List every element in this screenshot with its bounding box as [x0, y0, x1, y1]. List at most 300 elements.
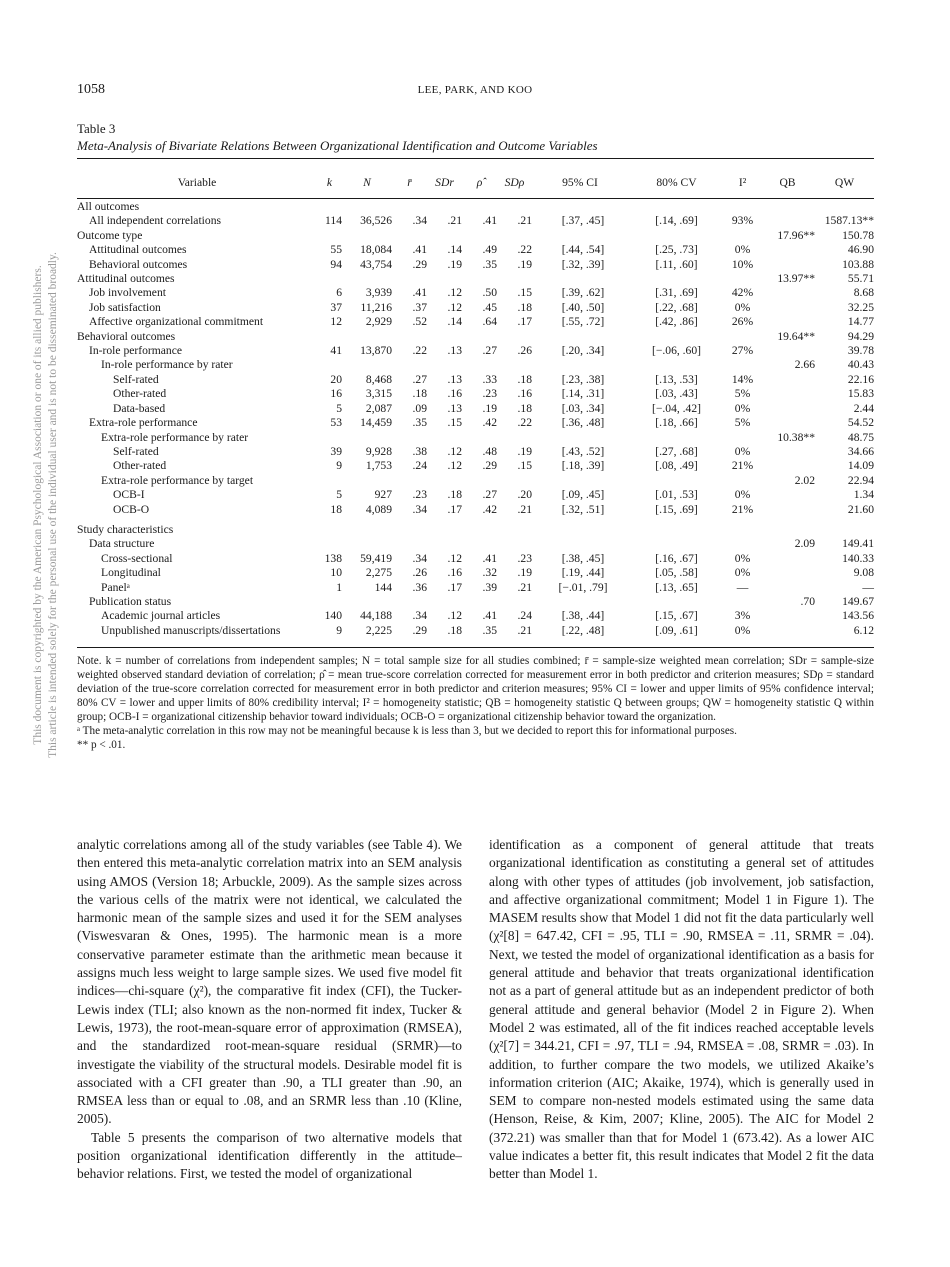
table-cell: .12 [447, 444, 462, 458]
table-cell: 5% [734, 416, 751, 430]
table-cell: 144 [374, 580, 392, 594]
table-cell [532, 595, 628, 609]
table-cell [392, 474, 427, 488]
table-cell: 42% [731, 286, 754, 300]
table-cell [462, 523, 497, 537]
table-cell: .34 [412, 551, 427, 565]
table-cell [532, 272, 628, 286]
table-cell [725, 358, 760, 372]
table-cell: 15.83 [847, 387, 874, 401]
table-cell [342, 595, 392, 609]
table-row [77, 609, 874, 623]
table-cell [532, 474, 628, 488]
row-label: Cross-sectional [101, 551, 173, 565]
table-cell [497, 523, 532, 537]
row-label: In-role performance by rater [101, 358, 233, 372]
table-cell: .19 [517, 566, 532, 580]
table-cell: 34.66 [847, 444, 874, 458]
column-header: 95% CI [562, 176, 598, 189]
meta-analysis-table [77, 200, 874, 638]
table-cell: .41 [482, 609, 497, 623]
table-cell: .17 [517, 315, 532, 329]
table-row [77, 344, 874, 358]
table-cell [725, 330, 760, 344]
table-cell: .34 [412, 214, 427, 228]
right-paragraph-1: identification as a component of general attitude that treats organizational identification as constituting a general set of attitudes along with other types of attitudes (job involvement, job satisfaction, and affective organizational commitment; Model 1 in Figure 1). The MASEM results show that Model 1 did not fit the data particularly well (χ²[8] = 647.42, CFI = .95, TLI = .90, RMSEA = .11, SRMR = .04). Next, we tested the model of organizational identification as a basis for general attitude and behavior that treats organizational identification not as a part of general attitude but as an independent predictor of both general attitude and general behavior (Model 2 in Figure 2). When Model 2 was estimated, all of the fit indices reached acceptable levels (χ²[7] = 344.21, CFI = .97, TLI = .94, RMSEA = .08, SRMR = .03). In addition, to further compare the two models, we utilized Akaike’s information criterion (AIC; Akaike, 1974), which is generally used in SEM to compare non-nested models estimated using the same data (Henson, Reise, & Kim, 2007; Kline, 2005). The AIC for Model 2 (372.21) was smaller than that for Model 1 (673.42). As a lower AIC value indicates a better fit, this result indicates that Model 2 fit the data better than Model 1. [489, 837, 874, 1182]
row-label: Longitudinal [101, 566, 161, 580]
table-cell: .20 [517, 488, 532, 502]
table-row [77, 537, 874, 551]
table-cell: [.37, .45] [561, 214, 605, 228]
table-cell: 12 [330, 315, 342, 329]
table-cell [532, 523, 628, 537]
table-cell: .21 [517, 623, 532, 637]
table-cell: [.55, .72] [561, 315, 605, 329]
table-cell: .16 [447, 566, 462, 580]
table-cell: 140.33 [842, 551, 874, 565]
table-cell: 17.96** [777, 228, 815, 242]
table-cell: 2.09 [794, 537, 815, 551]
table-row [77, 523, 874, 537]
table-cell: [.05, .58] [655, 566, 698, 580]
row-label: Data structure [89, 537, 155, 551]
table-cell [725, 272, 760, 286]
table-cell: [.27, .68] [655, 444, 698, 458]
table-cell: 55 [330, 243, 342, 257]
table-cell [427, 431, 462, 445]
table-cell: .15 [517, 286, 532, 300]
table-cell: .18 [517, 372, 532, 386]
table-cell [815, 200, 874, 214]
column-header: r̄ [407, 176, 412, 189]
table-cell: .26 [517, 344, 532, 358]
table-row [77, 566, 874, 580]
table-cell: .29 [412, 623, 427, 637]
table-cell: 927 [374, 488, 392, 502]
table-row [77, 214, 874, 228]
table-cell: 0% [734, 623, 751, 637]
table-cell: 21% [731, 459, 754, 473]
table-cell [497, 272, 532, 286]
table-row [77, 258, 874, 272]
table-cell: .21 [517, 214, 532, 228]
row-label: Affective organizational commitment [89, 315, 264, 329]
table-row [77, 272, 874, 286]
table-cell [725, 474, 760, 488]
column-header: N [363, 176, 371, 189]
table-row [77, 387, 874, 401]
row-label: Self-rated [113, 372, 159, 386]
table-cell [760, 488, 815, 502]
table-cell: .21 [517, 580, 532, 594]
table-cell: [.25, .73] [655, 243, 698, 257]
table-row [77, 358, 874, 372]
table-cell [462, 431, 497, 445]
table-cell: .22 [412, 344, 427, 358]
table-row [77, 474, 874, 488]
table-cell: [.01, .53] [655, 488, 698, 502]
row-label: Job involvement [89, 286, 166, 300]
watermark-line-1: This document is copyrighted by the American Psychological Association or one of its allied publishers. [32, 265, 44, 745]
table-cell [628, 537, 725, 551]
table-cell: .34 [412, 609, 427, 623]
table-cell: .21 [447, 214, 462, 228]
table-cell: 18 [330, 502, 342, 516]
table-row [77, 431, 874, 445]
table-cell: .24 [517, 609, 532, 623]
table-cell [760, 200, 815, 214]
table-cell [342, 330, 392, 344]
table-cell [532, 431, 628, 445]
page-number: 1058 [77, 82, 105, 97]
table-cell [760, 243, 815, 257]
table-cell [317, 330, 342, 344]
table-header-rule [77, 198, 874, 199]
table-cell: .17 [447, 580, 462, 594]
table-cell [725, 537, 760, 551]
table-cell [760, 373, 815, 387]
table-cell: 32.25 [847, 300, 874, 314]
table-cell: .41 [412, 243, 427, 257]
table-cell [760, 315, 815, 329]
table-cell [497, 474, 532, 488]
table-cell: .41 [482, 551, 497, 565]
table-cell: [.11, .60] [655, 257, 698, 271]
table-cell [760, 286, 815, 300]
table-cell: [.19, .44] [561, 566, 605, 580]
table-cell: .12 [447, 609, 462, 623]
table-cell: .42 [482, 416, 497, 430]
row-label: Study characteristics [77, 522, 174, 536]
table-cell: .18 [447, 488, 462, 502]
table-cell: — [736, 580, 749, 594]
table-cell [497, 537, 532, 551]
table-cell [342, 537, 392, 551]
table-cell: [.43, .52] [561, 444, 605, 458]
table-row [77, 301, 874, 315]
table-cell: 8.68 [853, 286, 874, 300]
table-cell [628, 431, 725, 445]
table-cell: .19 [517, 257, 532, 271]
table-cell: [.32, .51] [561, 502, 605, 516]
table-cell [317, 537, 342, 551]
table-cell: 9,928 [365, 444, 392, 458]
table-cell [462, 229, 497, 243]
table-cell [628, 330, 725, 344]
table-cell: 140 [324, 609, 342, 623]
table-cell: [.14, .31] [561, 387, 605, 401]
table-cell [725, 200, 760, 214]
table-cell: [.23, .38] [561, 372, 605, 386]
table-top-rule [77, 158, 874, 159]
table-cell [427, 537, 462, 551]
table-cell: [−.01, .79] [558, 580, 608, 594]
row-label: Other-rated [113, 459, 167, 473]
table-cell [760, 609, 815, 623]
table-cell [392, 200, 427, 214]
table-cell: .23 [482, 387, 497, 401]
table-cell: [.03, .43] [655, 387, 698, 401]
table-cell: .29 [412, 257, 427, 271]
table-cell: .33 [482, 372, 497, 386]
table-cell [497, 229, 532, 243]
table-cell [725, 431, 760, 445]
table-row [77, 200, 874, 214]
table-cell [342, 431, 392, 445]
table-cell: 22.16 [847, 372, 874, 386]
row-label: Extra-role performance [89, 416, 198, 430]
table-cell: 94.29 [847, 329, 874, 343]
table-cell [497, 200, 532, 214]
table-note [77, 654, 874, 752]
table-cell: 138 [324, 551, 342, 565]
table-cell [317, 595, 342, 609]
table-cell: .14 [447, 315, 462, 329]
table-row [77, 229, 874, 243]
table-cell: [.20, .34] [561, 344, 605, 358]
table-cell: .13 [447, 372, 462, 386]
table-cell: [.15, .69] [655, 502, 698, 516]
table-cell [392, 272, 427, 286]
table-cell: [.36, .48] [561, 416, 605, 430]
table-cell [760, 445, 815, 459]
table-cell: 20 [330, 372, 342, 386]
table-cell [317, 474, 342, 488]
table-cell: .34 [412, 502, 427, 516]
table-cell [497, 431, 532, 445]
table-row [77, 488, 874, 502]
table-cell: 46.90 [847, 243, 874, 257]
table-cell [497, 330, 532, 344]
table-cell: .12 [447, 551, 462, 565]
table-cell [760, 624, 815, 638]
table-cell: 5 [336, 488, 342, 502]
table-cell [317, 200, 342, 214]
table-cell [427, 474, 462, 488]
table-cell: [.42, .86] [655, 315, 698, 329]
table-cell: .35 [482, 257, 497, 271]
table-cell [497, 595, 532, 609]
table-cell: .15 [447, 416, 462, 430]
table-cell [427, 229, 462, 243]
table-cell: 3% [734, 609, 751, 623]
column-header: I² [738, 176, 747, 189]
table-cell: 8,468 [365, 372, 392, 386]
table-cell: 41 [330, 344, 342, 358]
table-cell [462, 358, 497, 372]
table-cell [342, 229, 392, 243]
table-cell: 2,087 [365, 401, 392, 415]
table-row [77, 286, 874, 300]
table-cell: .19 [482, 401, 497, 415]
table-cell [725, 523, 760, 537]
table-cell: .18 [412, 387, 427, 401]
table-cell [497, 358, 532, 372]
table-cell: 48.75 [847, 430, 874, 444]
table-cell: 1.34 [853, 488, 874, 502]
table-cell [462, 330, 497, 344]
note-text: Note. k = number of correlations from independent samples; N = total sample size for all studies combined; r̄ = sample-size weighted mean correlation; SDr = sample-size weighted observed standard deviation of correlation; ρ̂ = mean true-score correlation corrected for measurement error in both predictor and criterion measures; SDρ = standard deviation of the true-score correlation corrected for measurement error in both predictor and criterion measures; 95% CI = lower and upper limits of 95% confidence interval; 80% CV = lower and upper limits of 80% credibility interval; I² = homogeneity statistic; QB = homogeneity statistic Q between groups; QW = homogeneity statistic Q within group; OCB-I = organizational citizenship behavior toward individuals; OCB-O = organizational citizenship behavior toward the organization. [77, 655, 874, 723]
table-cell: .18 [517, 300, 532, 314]
column-header: SDρ [504, 176, 525, 189]
table-cell: 1587.13** [824, 214, 874, 228]
table-cell: 93% [731, 214, 754, 228]
table-cell [760, 387, 815, 401]
column-header: QW [834, 176, 855, 189]
table-cell [462, 200, 497, 214]
column-header: ρ̂ [476, 176, 483, 189]
table-cell: [−.04, .42] [651, 401, 702, 415]
table-cell: [.13, .53] [655, 372, 698, 386]
table-cell: .13 [447, 344, 462, 358]
table-row [77, 416, 874, 430]
table-cell [427, 200, 462, 214]
left-paragraph-2: Table 5 presents the comparison of two alternative models that position organizational identification differently in the attitude–behavior relations. First, we tested the model of organizational [77, 1129, 462, 1182]
table-cell [760, 566, 815, 580]
row-label: Other-rated [113, 387, 167, 401]
table-cell: 94 [330, 257, 342, 271]
table-cell: — [862, 580, 874, 594]
table-cell: [.09, .61] [655, 623, 698, 637]
row-label: All outcomes [77, 200, 140, 213]
table-cell: [.18, .39] [561, 459, 605, 473]
table-cell: 2.44 [853, 401, 874, 415]
table-cell [760, 523, 815, 537]
table-cell: [.22, .68] [655, 300, 698, 314]
table-cell: .14 [447, 243, 462, 257]
table-cell: 13.97** [777, 272, 815, 286]
table-cell: 26% [731, 315, 754, 329]
row-label: Behavioral outcomes [77, 329, 176, 343]
footnote-a: ᵃ The meta-analytic correlation in this row may not be meaningful because k is less than 3, but we decided to report this for informational purposes. [77, 725, 737, 737]
table-cell: 18,084 [360, 243, 392, 257]
table-cell [427, 272, 462, 286]
table-cell: 21.60 [847, 502, 874, 516]
table-cell: .45 [482, 300, 497, 314]
table-cell: 2,225 [365, 623, 392, 637]
table-cell [392, 330, 427, 344]
table-cell [760, 402, 815, 416]
table-cell [532, 358, 628, 372]
table-cell [392, 229, 427, 243]
table-cell: [.38, .45] [561, 551, 605, 565]
table-cell [760, 581, 815, 595]
table-cell [392, 537, 427, 551]
column-header: 80% CV [656, 176, 697, 189]
table-label: Table 3 [77, 121, 116, 136]
table-cell [342, 358, 392, 372]
table-cell: 4,089 [365, 502, 392, 516]
row-label: Extra-role performance by target [101, 473, 254, 487]
table-cell: .42 [482, 502, 497, 516]
table-cell: 114 [325, 214, 342, 228]
table-cell [760, 301, 815, 315]
table-cell: 0% [734, 488, 751, 502]
row-label: OCB-O [113, 502, 150, 516]
table-cell [725, 229, 760, 243]
table-cell: .48 [482, 444, 497, 458]
table-cell: 11,216 [360, 300, 392, 314]
table-cell [815, 523, 874, 537]
table-cell: 149.41 [842, 537, 874, 551]
table-cell: .52 [412, 315, 427, 329]
table-cell [342, 272, 392, 286]
table-cell [392, 358, 427, 372]
row-label: All independent correlations [89, 214, 221, 228]
row-label: Self-rated [113, 444, 159, 458]
table-cell: [.39, .62] [561, 286, 605, 300]
table-cell: .35 [482, 623, 497, 637]
table-cell: 27% [731, 344, 754, 358]
table-cell: 149.67 [842, 594, 874, 608]
table-row [77, 459, 874, 473]
left-paragraph-1: analytic correlations among all of the study variables (see Table 4). We then entered this meta-analytic correlation matrix into an SEM analysis using AMOS (Version 18; Arbuckle, 2009). As the sample sizes across the various cells of the matrix were not identical, we calculated the harmonic mean of the sample sizes and used it for the SEM analyses (Viswesvaran & Ones, 1995). The harmonic mean is a more conservative parameter estimate than the arithmetic mean because it assigns much less weight to large sample sizes. We used five model fit indices—chi-square (χ²), the comparative fit index (CFI), the Tucker-Lewis index (TLI; also known as the non-normed fit index, Tucker & Lewis, 1973), the root-mean-square error of approximation (RMSEA), and the standardized root-mean-square residual (SRMR)—to investigate the viability of the structural models. Desirable model fit is associated with a CFI greater than .90, a TLI greater than .90, an RMSEA less than or equal to .08, and an SRMR less than .10 (Kline, 2005). [77, 837, 462, 1127]
running-head: LEE, PARK, AND KOO [417, 84, 533, 96]
table-cell: 9 [336, 623, 342, 637]
table-cell: .12 [447, 286, 462, 300]
table-title: Meta-Analysis of Bivariate Relations Between Organizational Identification and Outcome Variables [77, 138, 598, 153]
table-cell: .18 [447, 623, 462, 637]
table-cell: 14% [731, 372, 754, 386]
table-cell: 2,275 [365, 566, 392, 580]
table-cell: 43,754 [360, 257, 392, 271]
table-cell [532, 229, 628, 243]
table-cell: 3,939 [365, 286, 392, 300]
watermark-line-2: This article is intended solely for the personal use of the individual user and is not to be disseminated broadly. [47, 252, 59, 758]
table-cell: [.08, .49] [655, 459, 698, 473]
column-header: Variable [177, 176, 217, 189]
table-row [77, 595, 874, 609]
table-cell: 103.88 [842, 257, 874, 271]
table-cell: 55.71 [847, 272, 874, 286]
table-row [77, 373, 874, 387]
table-cell: 10% [731, 257, 754, 271]
table-cell: .49 [482, 243, 497, 257]
table-cell: [.14, .69] [655, 214, 698, 228]
table-cell: .12 [447, 459, 462, 473]
table-cell: [.44, .54] [561, 243, 605, 257]
table-cell: [.13, .65] [655, 580, 698, 594]
table-cell: .16 [447, 387, 462, 401]
table-cell: 0% [734, 566, 751, 580]
copyright-watermark [31, 245, 61, 765]
table-cell: .13 [447, 401, 462, 415]
table-cell: .18 [517, 401, 532, 415]
table-cell: [.31, .69] [655, 286, 698, 300]
table-cell [628, 474, 725, 488]
table-bottom-rule [77, 647, 874, 648]
footnote-significance: ** p < .01. [77, 739, 126, 751]
row-label: Publication status [89, 594, 172, 608]
table-cell: [.22, .48] [561, 623, 605, 637]
table-cell [342, 523, 392, 537]
table-cell [628, 229, 725, 243]
table-cell [628, 523, 725, 537]
table-cell [317, 358, 342, 372]
table-cell [317, 229, 342, 243]
row-label: Behavioral outcomes [89, 257, 188, 271]
table-cell: [.03, .34] [561, 401, 605, 415]
table-cell: .15 [517, 459, 532, 473]
table-cell: [.32, .39] [561, 257, 605, 271]
table-cell [725, 595, 760, 609]
table-cell: [−.06, .60] [651, 344, 702, 358]
table-cell [462, 474, 497, 488]
table-cell: .32 [482, 566, 497, 580]
table-cell [760, 344, 815, 358]
table-cell: .19 [517, 444, 532, 458]
row-label: Panelᵃ [101, 580, 130, 594]
